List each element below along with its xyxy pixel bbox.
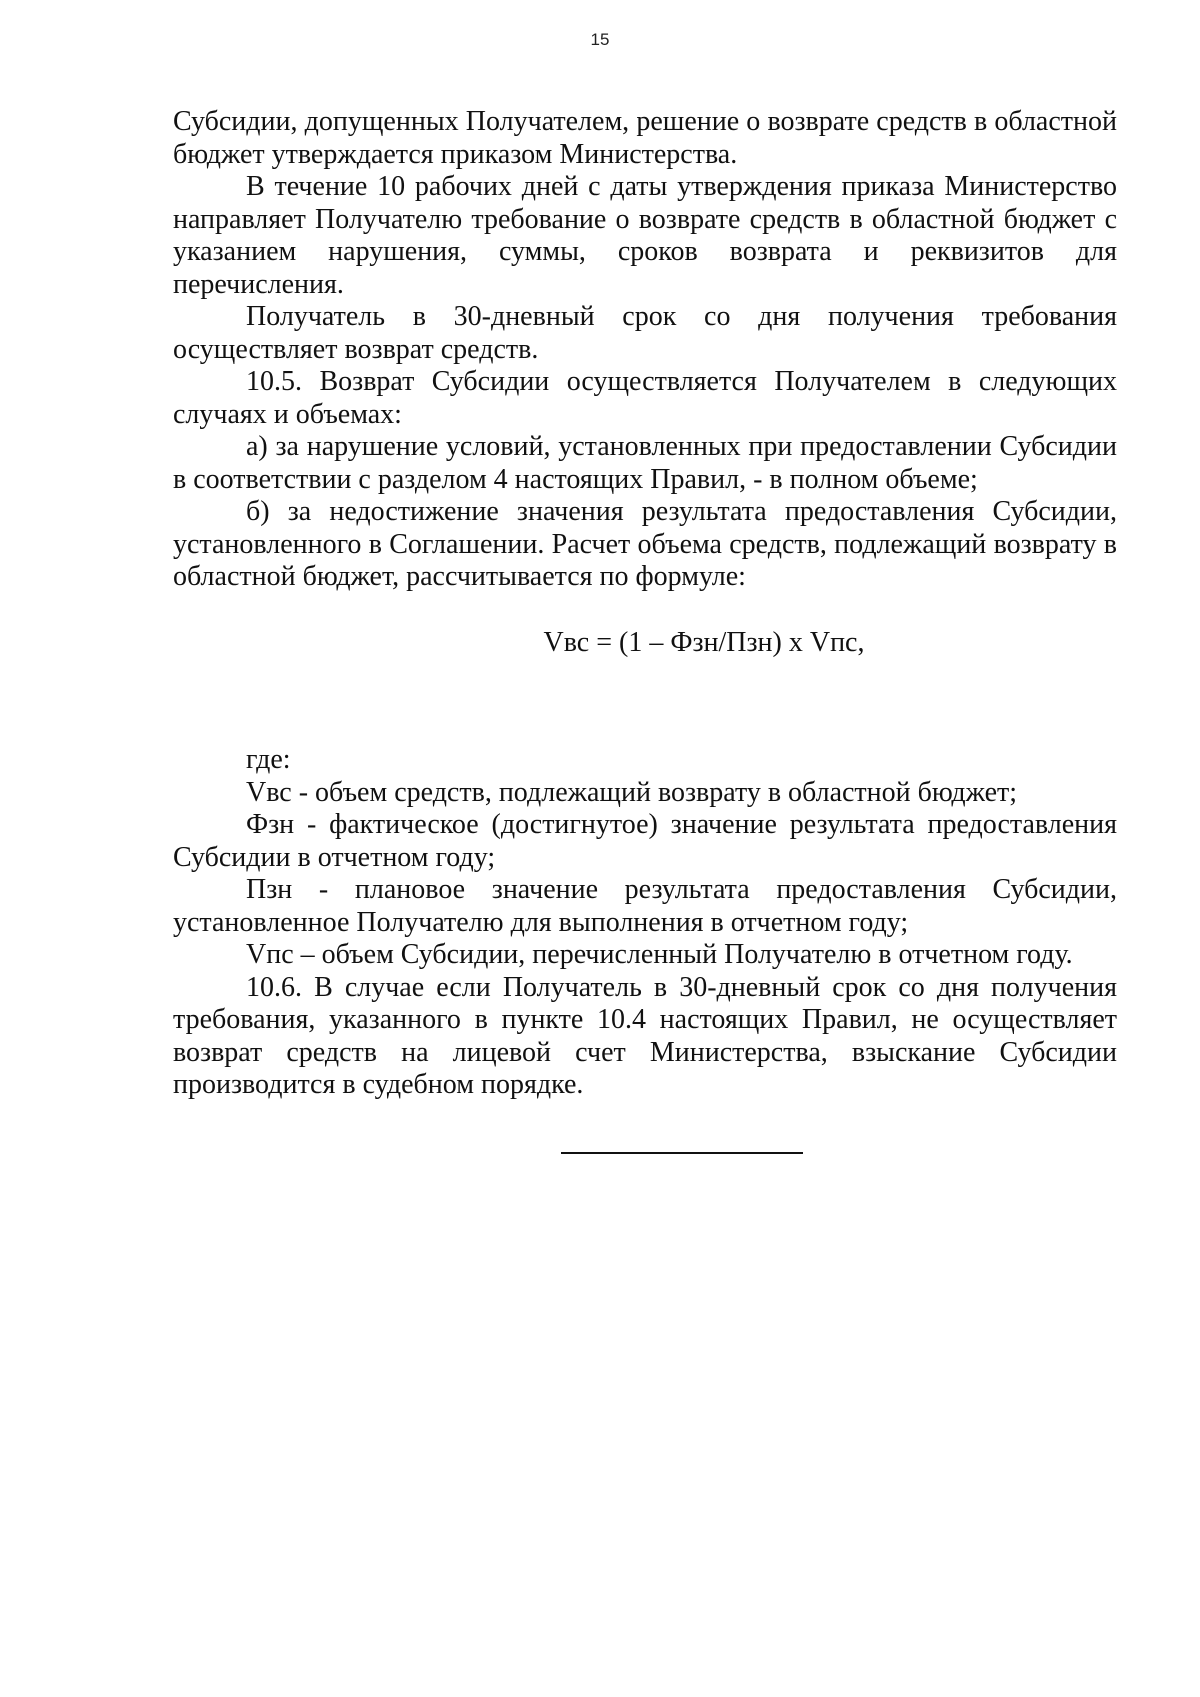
paragraph-10-6: 10.6. В случае если Получатель в 30-дневный срок со дня получения требования, указанного в пункте 10.4 настоящих Правил, не осуществляет возврат средств на лицевой счет Министерства, взыскание Субсидии производится в судебном порядке.: [173, 971, 1117, 1100]
page-number: 15: [590, 30, 610, 49]
paragraph-return-term: Получатель в 30-дневный срок со дня получения требования осуществляет возврат средств.: [173, 301, 1117, 365]
paragraph-continuation: Субсидии, допущенных Получателем, решение о возврате средств в областной бюджет утверждается приказом Министерства.: [173, 106, 1117, 170]
end-separator-line: [561, 1152, 803, 1154]
paragraph-10-5-a: а) за нарушение условий, установленных при предоставлении Субсидии в соответствии с разделом 4 настоящих Правил, - в полном объеме;: [173, 431, 1117, 495]
paragraph-notice-deadline: В течение 10 рабочих дней с даты утверждения приказа Министерство направляет Получателю требование о возврате средств в областной бюджет с указанием нарушения, суммы, сроков возврата и реквизитов для перечисления.: [173, 171, 1117, 300]
definitions-intro: где:: [246, 744, 291, 775]
paragraph-10-5: 10.5. Возврат Субсидии осуществляется Получателем в следующих случаях и объемах:: [173, 366, 1117, 430]
definition-vvs: Vвс - объем средств, подлежащий возврату в областной бюджет;: [246, 776, 1018, 808]
definition-fzn: Фзн - фактическое (достигнутое) значение результата предоставления Субсидии в отчетном году;: [173, 809, 1117, 873]
paragraph-10-5-b: б) за недостижение значения результата предоставления Субсидии, установленного в Соглашении. Расчет объема средств, подлежащий возврату в областной бюджет, рассчитывается по формуле:: [173, 496, 1117, 592]
definition-pzn: Пзн - плановое значение результата предоставления Субсидии, установленное Получателю для выполнения в отчетном году;: [173, 874, 1117, 938]
formula: Vвс = (1 – Фзн/Пзн) х Vпс,: [543, 626, 865, 658]
definition-vps: Vпс – объем Субсидии, перечисленный Получателю в отчетном году.: [246, 939, 1073, 970]
document-body: [173, 106, 1117, 1102]
